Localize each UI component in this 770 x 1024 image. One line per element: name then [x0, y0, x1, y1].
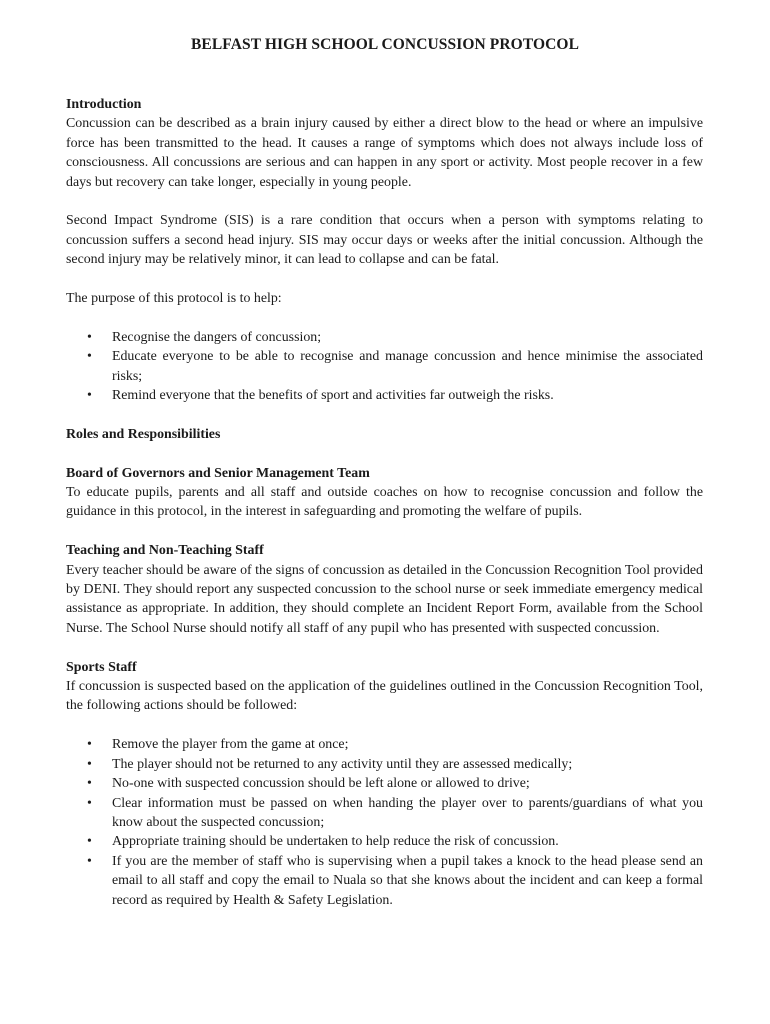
introduction-heading: Introduction [66, 97, 142, 112]
document-body [66, 95, 703, 910]
introduction-paragraph-3: The purpose of this protocol is to help: [66, 291, 282, 307]
teaching-staff-paragraph: Every teacher should be aware of the signs of concussion as detailed in the Concussion Recognition Tool provided by DENI. They should report any suspected concussion to the school nurse or seek immediate emergency medical assistance as appropriate. In addition, they should complete an Incident Report Form, available from the School Nurse. The School Nurse should notify all staff of any pupil who has presented with suspected concussion. [66, 562, 703, 636]
board-paragraph: To educate pupils, parents and all staff and outside coaches on how to recognise concussion and follow the guidance in this protocol, in the interest in safeguarding and promoting the welfare of pupils. [66, 485, 703, 520]
purpose-list [66, 328, 703, 406]
bullet-icon: • [87, 795, 92, 811]
teaching-staff-heading: Teaching and Non-Teaching Staff [66, 543, 264, 559]
list-item: • No-one with suspected concussion should be left alone or allowed to drive; [66, 774, 703, 793]
bullet-icon: • [87, 349, 92, 365]
board-heading: Board of Governors and Senior Management Team [66, 465, 370, 481]
bullet-icon: • [87, 388, 92, 404]
roles-heading: Roles and Responsibilities [66, 426, 221, 442]
list-item: • Educate everyone to be able to recognise and manage concussion and hence minimise the associated risks; [87, 349, 703, 384]
bullet-icon: • [87, 776, 92, 792]
sports-actions-list [66, 735, 703, 910]
list-item: • Appropriate training should be undertaken to help reduce the risk of concussion. [66, 832, 703, 851]
list-item: • If you are the member of staff who is supervising when a pupil takes a knock to the head please send an email to all staff and copy the email to Nuala so that she knows about the incident and can keep a formal record as required by Health & Safety Legislation. [87, 853, 703, 908]
list-item: • Clear information must be passed on when handing the player over to parents/guardians of what you know about the suspected concussion; [87, 795, 703, 830]
introduction-paragraph-1: Concussion can be described as a brain injury caused by either a direct blow to the head or where an impulsive force has been transmitted to the head. It causes a range of symptoms which does not always include loss of consciousness. All concussions are serious and can happen in any sport or activity. Most people recover in a few days but recovery can take longer, especially in young people. [66, 116, 703, 190]
sports-staff-heading: Sports Staff [66, 659, 137, 675]
bullet-icon: • [87, 756, 92, 772]
bullet-icon: • [87, 834, 92, 850]
list-item: • Recognise the dangers of concussion; [66, 328, 703, 347]
page-title: BELFAST HIGH SCHOOL CONCUSSION PROTOCOL [190, 36, 580, 53]
bullet-icon: • [87, 329, 92, 345]
sports-staff-paragraph: If concussion is suspected based on the application of the guidelines outlined in the Concussion Recognition Tool, the following actions should be followed: [66, 679, 703, 714]
list-item: • Remove the player from the game at once; [66, 735, 703, 754]
bullet-icon: • [87, 853, 92, 869]
introduction-paragraph-2: Second Impact Syndrome (SIS) is a rare condition that occurs when a person with symptoms relating to concussion suffers a second head injury. SIS may occur days or weeks after the initial concussion. Although the second injury may be relatively minor, it can lead to collapse and can be fatal. [66, 213, 703, 268]
list-item: • Remind everyone that the benefits of sport and activities far outweigh the risks. [66, 386, 703, 405]
list-item: • The player should not be returned to any activity until they are assessed medically; [66, 755, 703, 774]
bullet-icon: • [87, 737, 92, 753]
